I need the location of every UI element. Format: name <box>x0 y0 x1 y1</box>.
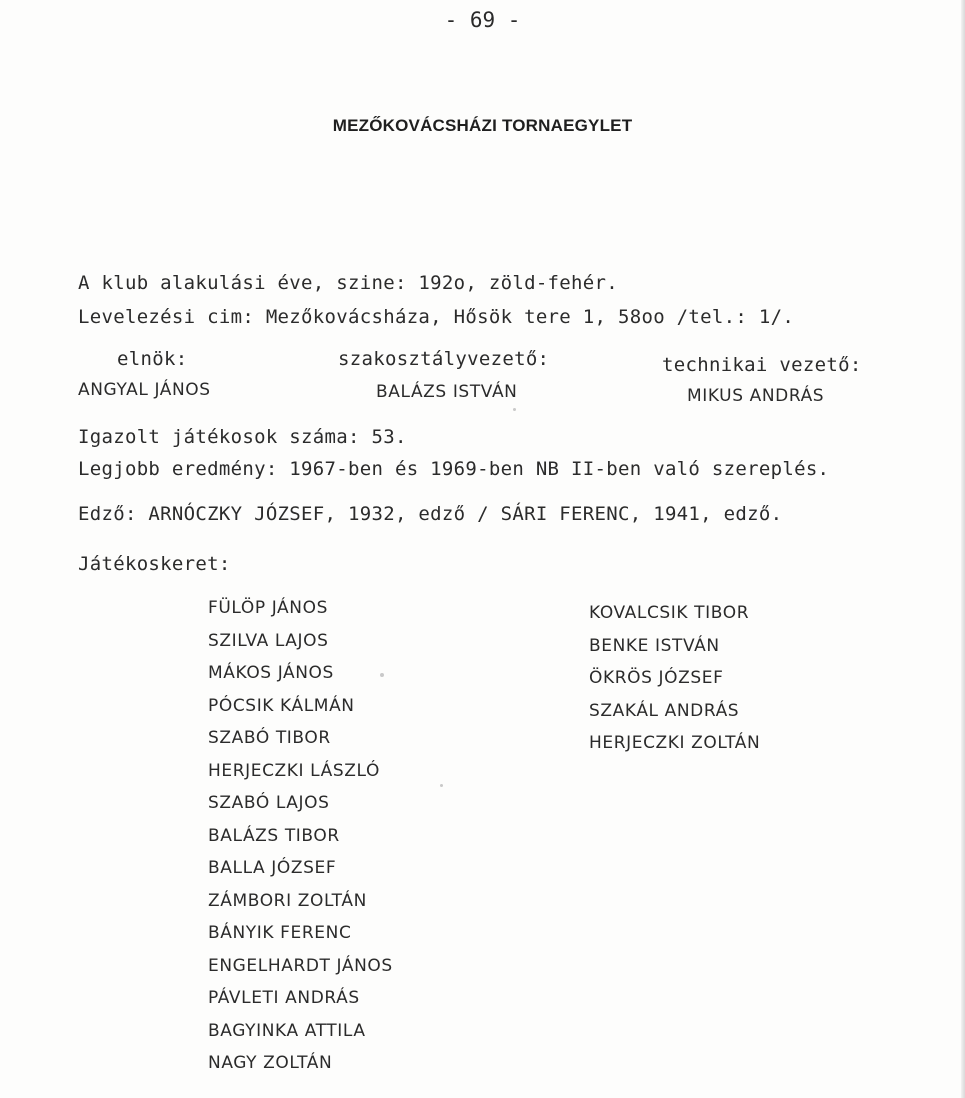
list-item: BALÁZS TIBOR <box>208 825 340 846</box>
list-item: BAGYINKA ATTILA <box>208 1020 366 1041</box>
list-item: SZABÓ TIBOR <box>208 728 331 748</box>
page-title: MEZŐKOVÁCSHÁZI TORNAEGYLET <box>332 116 633 135</box>
coach-line: Edző: ARNÓCZKY JÓZSEF, 1932, edző / SÁRI FERENC, 1941, edző. <box>78 503 783 525</box>
list-item: MÁKOS JÁNOS <box>208 663 334 683</box>
page-edge <box>961 0 965 1098</box>
role-section-head: szakosztályvezető: <box>338 348 550 370</box>
list-item: ZÁMBORI ZOLTÁN <box>208 890 367 911</box>
best-result-line: Legjobb eredmény: 1967-ben és 1969-ben NB II-ben való szereplés. <box>78 458 830 480</box>
list-item: SZILVA LAJOS <box>208 630 329 651</box>
technical-director-name: MIKUS ANDRÁS <box>687 386 825 406</box>
players-count-line: Igazolt játékosok száma: 53. <box>78 426 407 448</box>
president-name: ANGYAL JÁNOS <box>78 380 211 400</box>
page-number: - 69 - <box>444 8 521 32</box>
list-item: ÖKRÖS JÓZSEF <box>589 668 724 688</box>
print-speck <box>380 673 384 677</box>
list-item: BALLA JÓZSEF <box>208 858 337 878</box>
list-item: NAGY ZOLTÁN <box>208 1053 333 1073</box>
list-item: PÁVLETI ANDRÁS <box>208 988 360 1008</box>
list-item: SZABÓ LAJOS <box>208 793 330 813</box>
role-technical-director: technikai vezető: <box>662 354 862 376</box>
list-item: BÁNYIK FERENC <box>208 923 352 943</box>
list-item: PÓCSIK KÁLMÁN <box>208 695 355 716</box>
print-speck <box>513 408 516 411</box>
list-item: HERJECZKI LÁSZLÓ <box>208 760 380 781</box>
section-head-name: BALÁZS ISTVÁN <box>376 382 518 402</box>
list-item: FÜLÖP JÁNOS <box>208 598 328 618</box>
print-speck <box>440 784 443 787</box>
list-item: SZAKÁL ANDRÁS <box>589 700 740 721</box>
squad-label: Játékoskeret: <box>78 553 231 575</box>
address-line: Levelezési cim: Mezőkovácsháza, Hősök tere 1, 58oo /tel.: 1/. <box>78 306 795 328</box>
squad-left-column <box>208 592 393 1080</box>
list-item: BENKE ISTVÁN <box>589 635 720 656</box>
founding-line: A klub alakulási éve, szine: 192o, zöld-fehér. <box>78 272 618 294</box>
list-item: HERJECZKI ZOLTÁN <box>589 733 761 753</box>
squad-right-column <box>589 597 760 760</box>
list-item: KOVALCSIK TIBOR <box>589 603 750 623</box>
role-president: elnök: <box>117 348 188 370</box>
list-item: ENGELHARDT JÁNOS <box>208 955 393 976</box>
